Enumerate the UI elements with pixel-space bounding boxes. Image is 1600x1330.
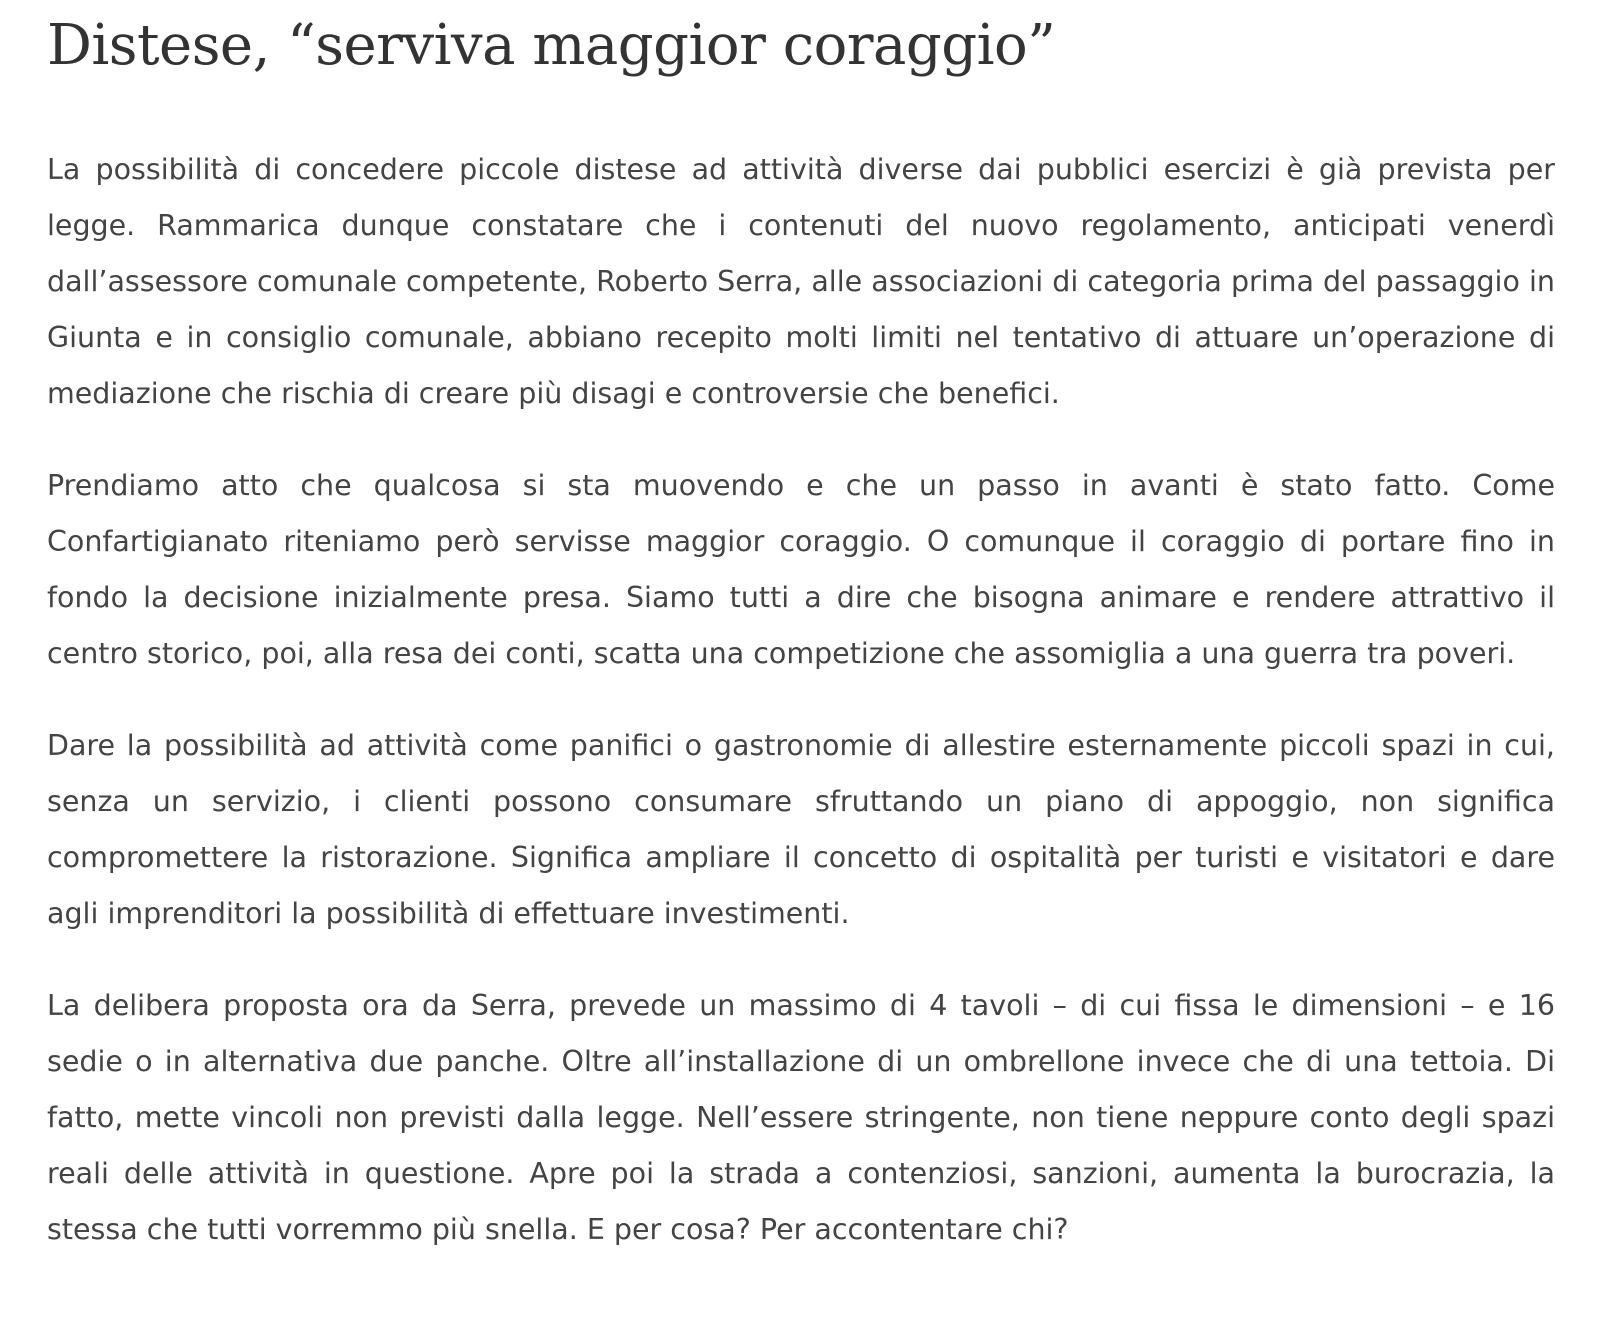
article-title: Distese, “serviva maggior coraggio” xyxy=(47,13,1056,78)
article-paragraph-3: Dare la possibilità ad attività come panifici o gastronomie di allestire esternamente piccoli spazi in cui, senza un servizio, i clienti possono consumare sfruttando un piano di appoggio, non significa compromettere la ristorazione. Significa ampliare il concetto di ospitalità per turisti e visitatori e dare agli imprenditori la possibilità di effettuare investimenti. xyxy=(47,729,1555,930)
article xyxy=(47,0,1555,1258)
article-paragraph-1: La possibilità di concedere piccole distese ad attività diverse dai pubblici esercizi è già prevista per legge. Rammarica dunque constatare che i contenuti del nuovo regolamento, anticipati venerdì dall’assessore comunale competente, Roberto Serra, alle associazioni di categoria prima del passaggio in Giunta e in consiglio comunale, abbiano recepito molti limiti nel tentativo di attuare un’operazione di mediazione che rischia di creare più disagi e controversie che benefici. xyxy=(47,153,1555,410)
article-paragraph-2: Prendiamo atto che qualcosa si sta muovendo e che un passo in avanti è stato fatto. Come Confartigianato riteniamo però servisse maggior coraggio. O comunque il coraggio di portare fino in fondo la decisione inizialmente presa. Siamo tutti a dire che bisogna animare e rendere attrattivo il centro storico, poi, alla resa dei conti, scatta una competizione che assomiglia a una guerra tra poveri. xyxy=(47,469,1555,670)
article-paragraph-4: La delibera proposta ora da Serra, prevede un massimo di 4 tavoli – di cui fissa le dimensioni – e 16 sedie o in alternativa due panche. Oltre all’installazione di un ombrellone invece che di una tettoia. Di fatto, mette vincoli non previsti dalla legge. Nell’essere stringente, non tiene neppure conto degli spazi reali delle attività in questione. Apre poi la strada a contenziosi, sanzioni, aumenta la burocrazia, la stessa che tutti vorremmo più snella. E per cosa? Per accontentare chi? xyxy=(47,989,1555,1246)
